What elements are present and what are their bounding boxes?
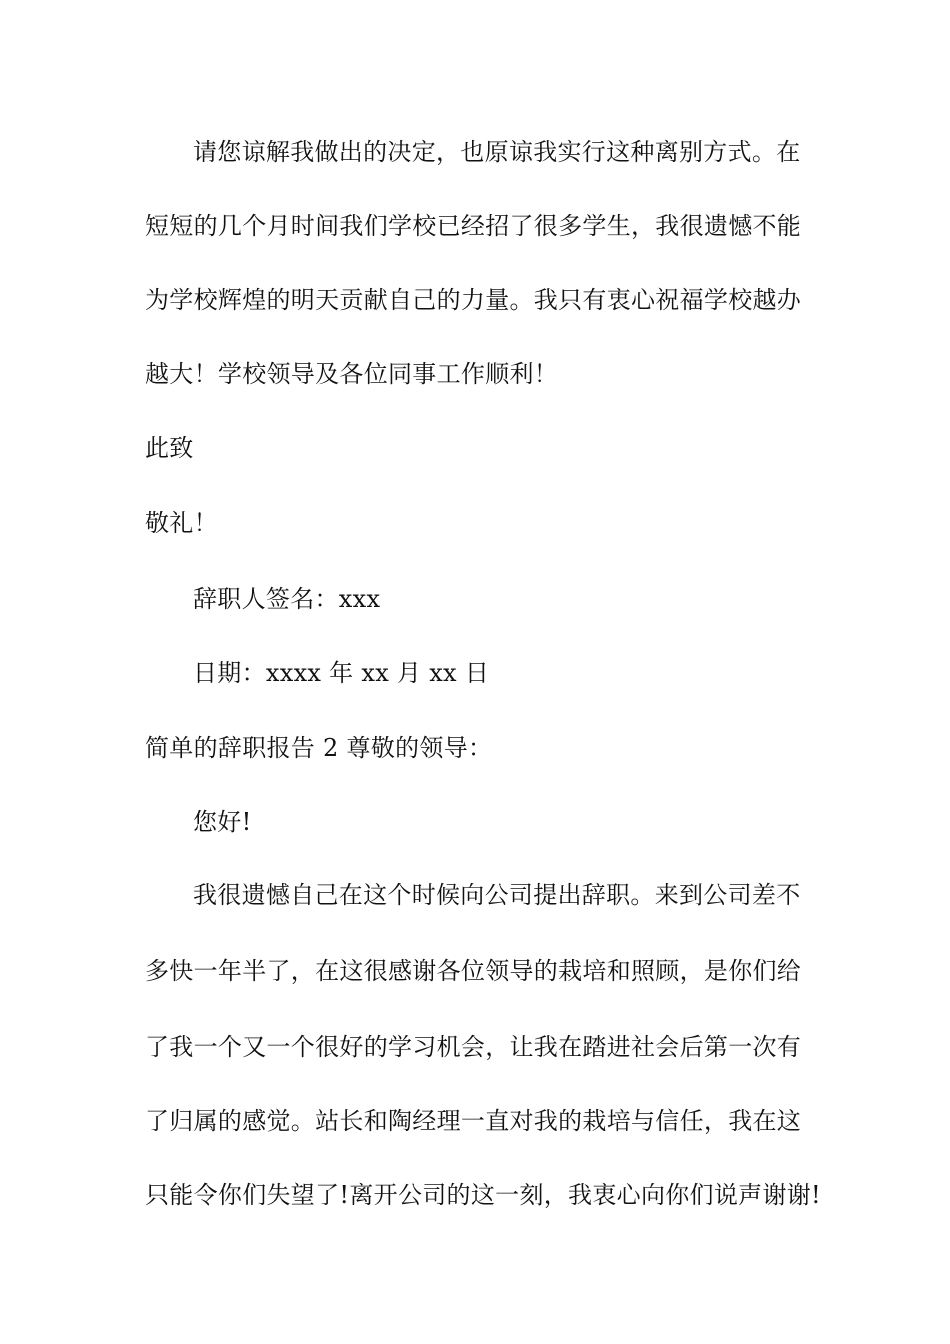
paragraph-line: 请您谅解我做出的决定，也原谅我实行这种离别方式。在 (193, 138, 801, 166)
paragraph-line: 多快一年半了，在这很感谢各位领导的栽培和照顾，是你们给 (145, 957, 802, 985)
paragraph-line: 越大！学校领导及各位同事工作顺利！ (145, 360, 559, 388)
paragraph-line: 只能令你们失望了!离开公司的这一刻，我衷心向你们说声谢谢! (145, 1181, 821, 1209)
signature-line: 辞职人签名：xxx (193, 585, 381, 613)
closing-regards: 敬礼！ (145, 509, 218, 537)
paragraph-line: 我很遗憾自己在这个时候向公司提出辞职。来到公司差不 (193, 881, 801, 909)
paragraph-line: 了归属的感觉。站长和陶经理一直对我的栽培与信任，我在这 (145, 1107, 802, 1135)
paragraph-line: 为学校辉煌的明天贡献自己的力量。我只有衷心祝福学校越办 (145, 286, 802, 314)
date-line: 日期：xxxx 年 xx 月 xx 日 (193, 659, 490, 687)
section-heading: 简单的辞职报告 2 尊敬的领导： (145, 734, 493, 762)
paragraph-line: 短短的几个月时间我们学校已经招了很多学生，我很遗憾不能 (145, 212, 802, 240)
paragraph-line: 了我一个又一个很好的学习机会，让我在踏进社会后第一次有 (145, 1033, 802, 1061)
closing-salutation: 此致 (145, 434, 194, 462)
greeting-line: 您好! (193, 808, 252, 836)
